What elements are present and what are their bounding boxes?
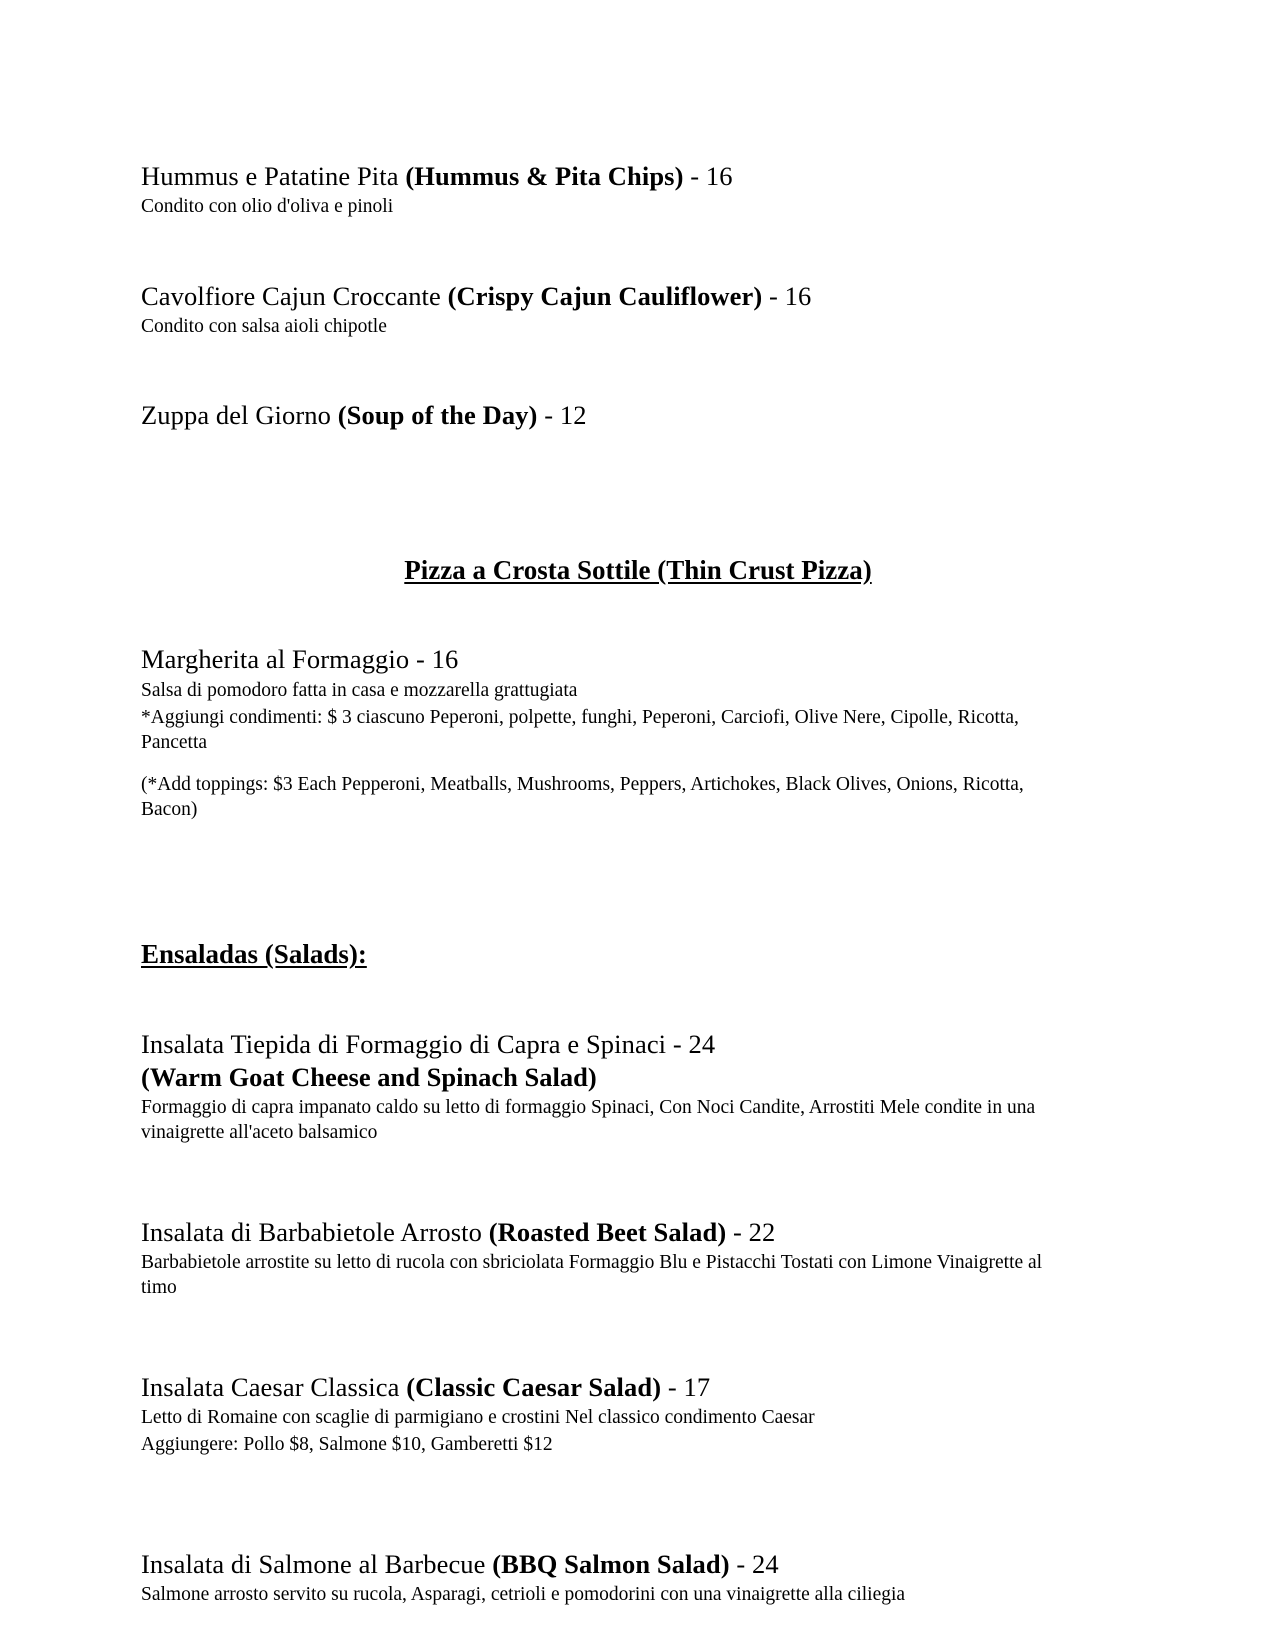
menu-item-name-english: (Classic Caesar Salad)	[406, 1371, 662, 1402]
menu-item-price: - 16	[683, 161, 733, 191]
menu-item-description-line1: Letto di Romaine con scaglie di parmigiano e crostini Nel classico condimento Caesar	[141, 1406, 815, 1428]
menu-item-name-italian: Zuppa del Giorno	[141, 400, 338, 431]
menu-item-name-english: (Crispy Cajun Cauliflower)	[447, 280, 763, 311]
menu-item-title: Insalata Tiepida di Formaggio di Capra e Spinaci - 24	[141, 1029, 716, 1060]
menu-item-price: - 24	[729, 1548, 779, 1579]
menu-item-price: - 16	[762, 280, 812, 311]
menu-item-margherita	[141, 643, 1135, 822]
menu-item-description: Condito con salsa aioli chipotle	[141, 316, 387, 337]
menu-item-soup	[141, 399, 1135, 431]
menu-item-hummus	[141, 160, 1135, 220]
menu-item-description-line1: Salsa di pomodoro fatta in casa e mozzarella grattugiata	[141, 679, 578, 701]
spacer	[141, 1176, 1135, 1216]
menu-item-caesar-salad	[141, 1371, 1135, 1458]
menu-item-name-english: (Soup of the Day)	[337, 400, 538, 431]
menu-item-name-english: (Warm Goat Cheese and Spinach Salad)	[141, 1061, 597, 1092]
menu-item-name-italian: Insalata di Barbabietole Arrosto	[141, 1216, 489, 1247]
spacer	[141, 587, 1135, 643]
menu-item-description-line2: *Aggiungi condimenti: $ 3 ciascuno Peperoni, polpette, funghi, Peperoni, Carciofi, Olive Nere, Cipolle, Ricotta, Pancetta	[141, 707, 1019, 754]
menu-item-title	[141, 160, 1135, 192]
menu-item-description-line2: Aggiungere: Pollo $8, Salmone $10, Gamberetti $12	[141, 1434, 553, 1456]
menu-item-price: - 22	[726, 1216, 776, 1247]
spacer	[141, 852, 1135, 938]
menu-item-title	[141, 1548, 1135, 1580]
menu-item-description: Salmone arrosto servito su rucola, Asparagi, cetrioli e pomodorini con una vinaigrette alla ciliegia	[141, 1583, 906, 1605]
menu-item-beet-salad	[141, 1216, 1135, 1301]
menu-item-description: Condito con olio d'oliva e pinoli	[141, 196, 394, 218]
menu-item-price: - 17	[661, 1371, 711, 1402]
menu-item-title	[141, 399, 1135, 431]
menu-item-description-line3: (*Add toppings: $3 Each Pepperoni, Meatballs, Mushrooms, Peppers, Artichokes, Black Olives, Onions, Ricotta, Bacon)	[141, 773, 1024, 821]
menu-item-name-italian: Insalata di Salmone al Barbecue	[141, 1548, 493, 1579]
spacer	[141, 250, 1135, 280]
spacer	[141, 972, 1135, 1028]
spacer	[141, 1488, 1135, 1548]
menu-item-description: Formaggio di capra impanato caldo su letto di formaggio Spinaci, Con Noci Candite, Arrostiti Mele condite in una vinaigrette all'aceto balsamico	[141, 1096, 1036, 1144]
spacer	[141, 1331, 1135, 1371]
menu-item-name-english: (Roasted Beet Salad)	[488, 1216, 727, 1247]
menu-item-description: Barbabietole arrostite su letto di rucola con sbriciolata Formaggio Blu e Pistacchi Tostati con Limone Vinaigrette al timo	[141, 1251, 1043, 1299]
spacer	[141, 756, 1135, 770]
menu-item-title	[141, 1371, 1135, 1403]
menu-item-name-italian: Insalata Caesar Classica	[141, 1371, 407, 1402]
spacer	[141, 462, 1135, 554]
menu-item-name-italian: Hummus e Patatine Pita	[141, 161, 406, 191]
menu-item-price: - 12	[537, 400, 587, 431]
menu-item-cauliflower	[141, 280, 1135, 340]
menu-item-name-italian: Cavolfiore Cajun Croccante	[141, 280, 448, 311]
menu-item-name-english: (BBQ Salmon Salad)	[492, 1548, 730, 1579]
menu-item-title: Margherita al Formaggio - 16	[141, 644, 459, 675]
menu-item-goat-cheese-salad	[141, 1028, 1135, 1145]
menu-item-title	[141, 1216, 1135, 1248]
menu-item-bbq-salmon-salad	[141, 1548, 1135, 1608]
section-heading-salads: Ensaladas (Salads):	[141, 939, 367, 970]
menu-item-name-english: (Hummus & Pita Chips)	[405, 161, 684, 191]
menu-item-title	[141, 280, 1135, 312]
spacer	[141, 369, 1135, 399]
section-heading-pizza: Pizza a Crosta Sottile (Thin Crust Pizza)	[404, 554, 872, 585]
